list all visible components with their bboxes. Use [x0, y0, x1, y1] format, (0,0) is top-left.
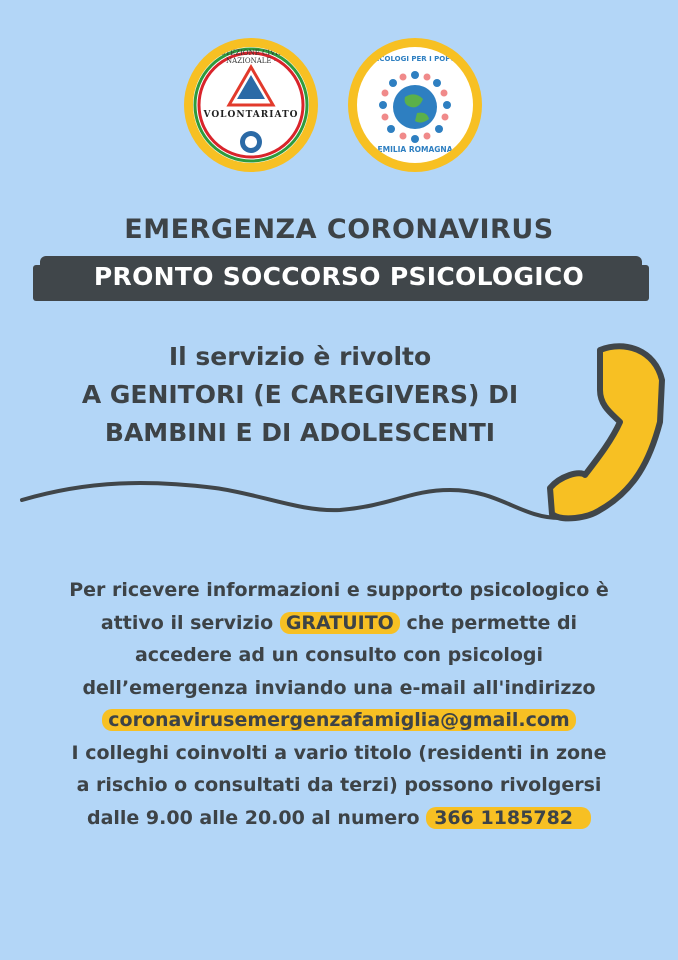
email-line — [20, 704, 658, 737]
logo-right-top-text: PSICOLOGI PER I POPOLI — [366, 55, 464, 63]
logo-left-top-text: PROTEZIONE CIVILE · NAZIONALE · — [209, 49, 293, 65]
email-link[interactable]: coronavirusemergenzafamiglia@gmail.com — [102, 709, 575, 731]
free-service-highlight: GRATUITO — [280, 612, 400, 634]
body-line-7: a rischio o consultati da terzi) possono rivolgersi — [76, 774, 602, 796]
body-line-4: dell’emergenza inviando una e-mail all'indirizzo — [82, 676, 596, 699]
page-title: EMERGENZA CORONAVIRUS — [124, 214, 554, 245]
body-line-2-pre: attivo il servizio — [100, 611, 280, 634]
psicologi-per-i-popoli-logo — [348, 38, 482, 172]
body-line-6: I colleghi coinvolti a vario titolo (residenti in zone — [71, 741, 607, 764]
service-line-2: A GENITORI (E CAREGIVERS) DI — [81, 380, 519, 409]
service-line-3: BAMBINI E DI ADOLESCENTI — [104, 418, 496, 447]
service-line-1: Il servizio è rivolto — [168, 342, 432, 371]
service-description — [40, 338, 560, 452]
body-line-2 — [20, 607, 658, 640]
logo-right-bottom-text: EMILIA ROMAGNA — [377, 145, 453, 154]
info-paragraph — [20, 574, 658, 834]
banner-title: PRONTO SOCCORSO PSICOLOGICO — [93, 262, 585, 291]
logo-left-main-text: VOLONTARIATO — [203, 110, 299, 120]
body-line-3: accedere ad un consulto con psicologi — [134, 644, 544, 666]
body-line-8-pre: dalle 9.00 alle 20.00 al numero — [86, 806, 427, 829]
protezione-civile-logo — [184, 38, 318, 172]
body-line-2-post: che permette di — [399, 611, 578, 634]
phone-number[interactable]: 366 1185782 — [426, 807, 591, 829]
body-line-8 — [20, 802, 658, 835]
body-line-1: Per ricevere informazioni e supporto psicologico è — [69, 579, 609, 601]
